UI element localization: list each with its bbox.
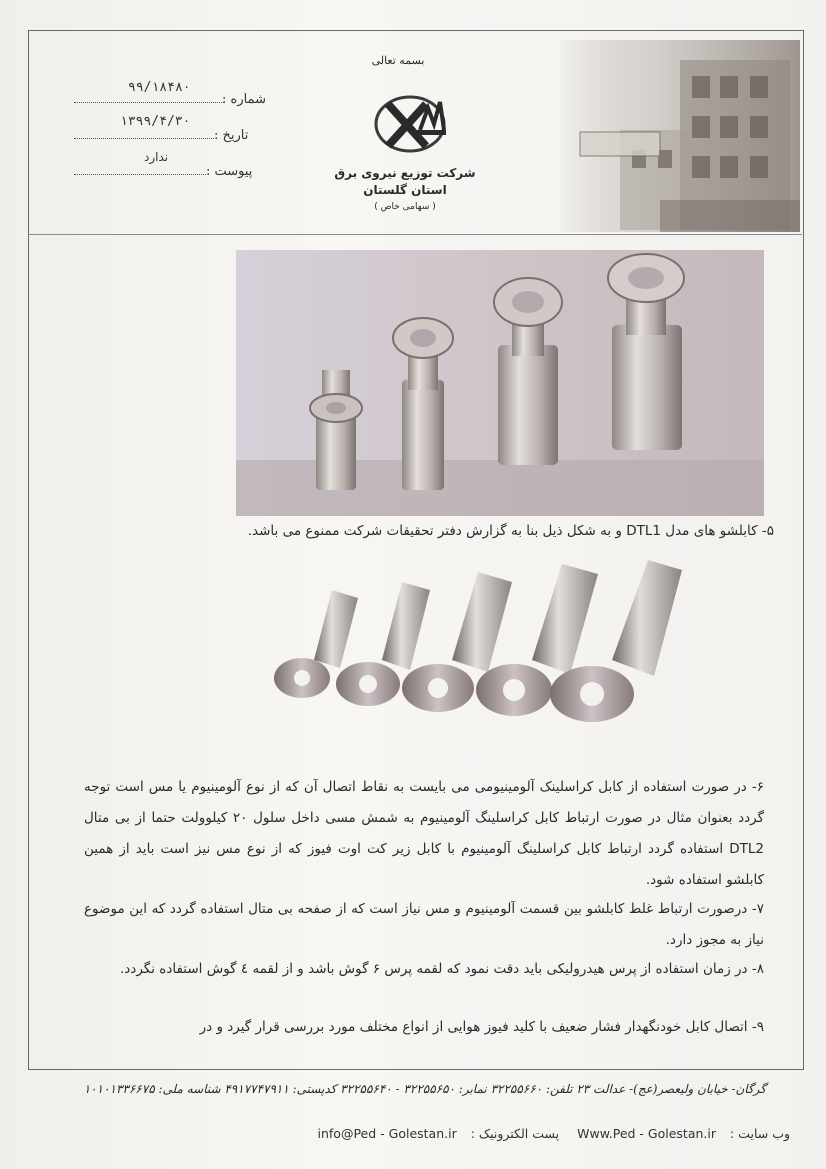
attachment-value: ندارد — [144, 150, 169, 164]
headquarters-building-photo — [560, 40, 800, 232]
bimetal-lugs-photo — [262, 560, 682, 730]
company-region: استان گلستان — [363, 183, 447, 197]
email-link[interactable]: info@Ped - Golestan.ir — [317, 1126, 457, 1141]
item-5-text: ۵- کابلشو های مدل DTL1 و به شکل ذیل بنا به گزارش دفتر تحقیقات شرکت ممنوع می باشد. — [247, 523, 774, 539]
header-divider — [28, 234, 802, 235]
letter-date-line — [74, 138, 214, 139]
letter-number-line — [74, 102, 224, 103]
company-name-block — [320, 165, 490, 216]
footer-address: گرگان- خیابان ولیعصر(عج)- عدالت ۲۳ تلفن: ۳۲۲۵۵۶۶۰ نمابر: ۳۲۲۵۵۶۵۰ - ۳۲۲۵۵۶۴۰ کدپستی: ۴۹۱۷۷۴۷۹۱۱ شناسه ملی: ۱۰۱۰۱۳۳۶۶۷۵ — [83, 1082, 766, 1096]
attachment-line — [74, 174, 206, 175]
letter-number-label: شماره : — [222, 92, 266, 107]
item-7-text: ۷- درصورت ارتباط غلط کابلشو بین قسمت آلومینیوم و مس نیاز است که از صفحه بی متال استفاده گردد که این موضوع نیاز به مجوز دارد. — [84, 901, 764, 948]
company-type: ( سهامی خاص ) — [374, 202, 436, 212]
company-name: شرکت توزیع نیروی برق — [334, 166, 476, 180]
company-logo — [372, 90, 454, 156]
footer-contacts — [190, 1126, 790, 1141]
item-8-text: ۸- در زمان استفاده از پرس هیدرولیکی باید دقت نمود که لقمه پرس ۶ گوش باشد و از لقمه ٤ گوش استفاده نگردد. — [120, 961, 764, 977]
letter-date-value: ۱۳۹۹/۴/۳۰ — [120, 114, 191, 129]
letter-number-value: ۹۹/۱۸۴۸۰ — [128, 80, 191, 95]
basmala: بسمه تعالی — [371, 54, 425, 67]
email-label: پست الکترونیک : — [470, 1126, 560, 1141]
dtl1-cable-lugs-photo — [236, 250, 764, 516]
attachment-label: پیوست : — [206, 164, 253, 179]
item-6-text: ۶- در صورت استفاده از کابل کراسلینک آلومینیومی می بایست به نقاط اتصال آن که از نوع آلومینیوم یا مس است توجه گردد بعنوان مثال در صورت ارتباط کابل کراسلینگ آلومینیوم به شمش مسی داخل سلول ۲۰ کیلوولت حتما از بی متال DTL2 استفاده گردد ارتباط کابل کراسلینگ آلومینیوم با کابل زیر کت اوت فیوز که از نوع مس نیز است باید از همین کابلشو استفاده شود. — [84, 779, 764, 888]
item-9-text: ۹- اتصال کابل خودنگهدار فشار ضعیف با کلید فیوز هوایی از انواع مختلف مورد بررسی قرار گیرد و در — [199, 1019, 764, 1035]
website-link[interactable]: Www.Ped - Golestan.ir — [577, 1126, 716, 1141]
letter-date-label: تاریخ : — [214, 128, 249, 143]
website-label: وب سایت : — [730, 1126, 790, 1141]
